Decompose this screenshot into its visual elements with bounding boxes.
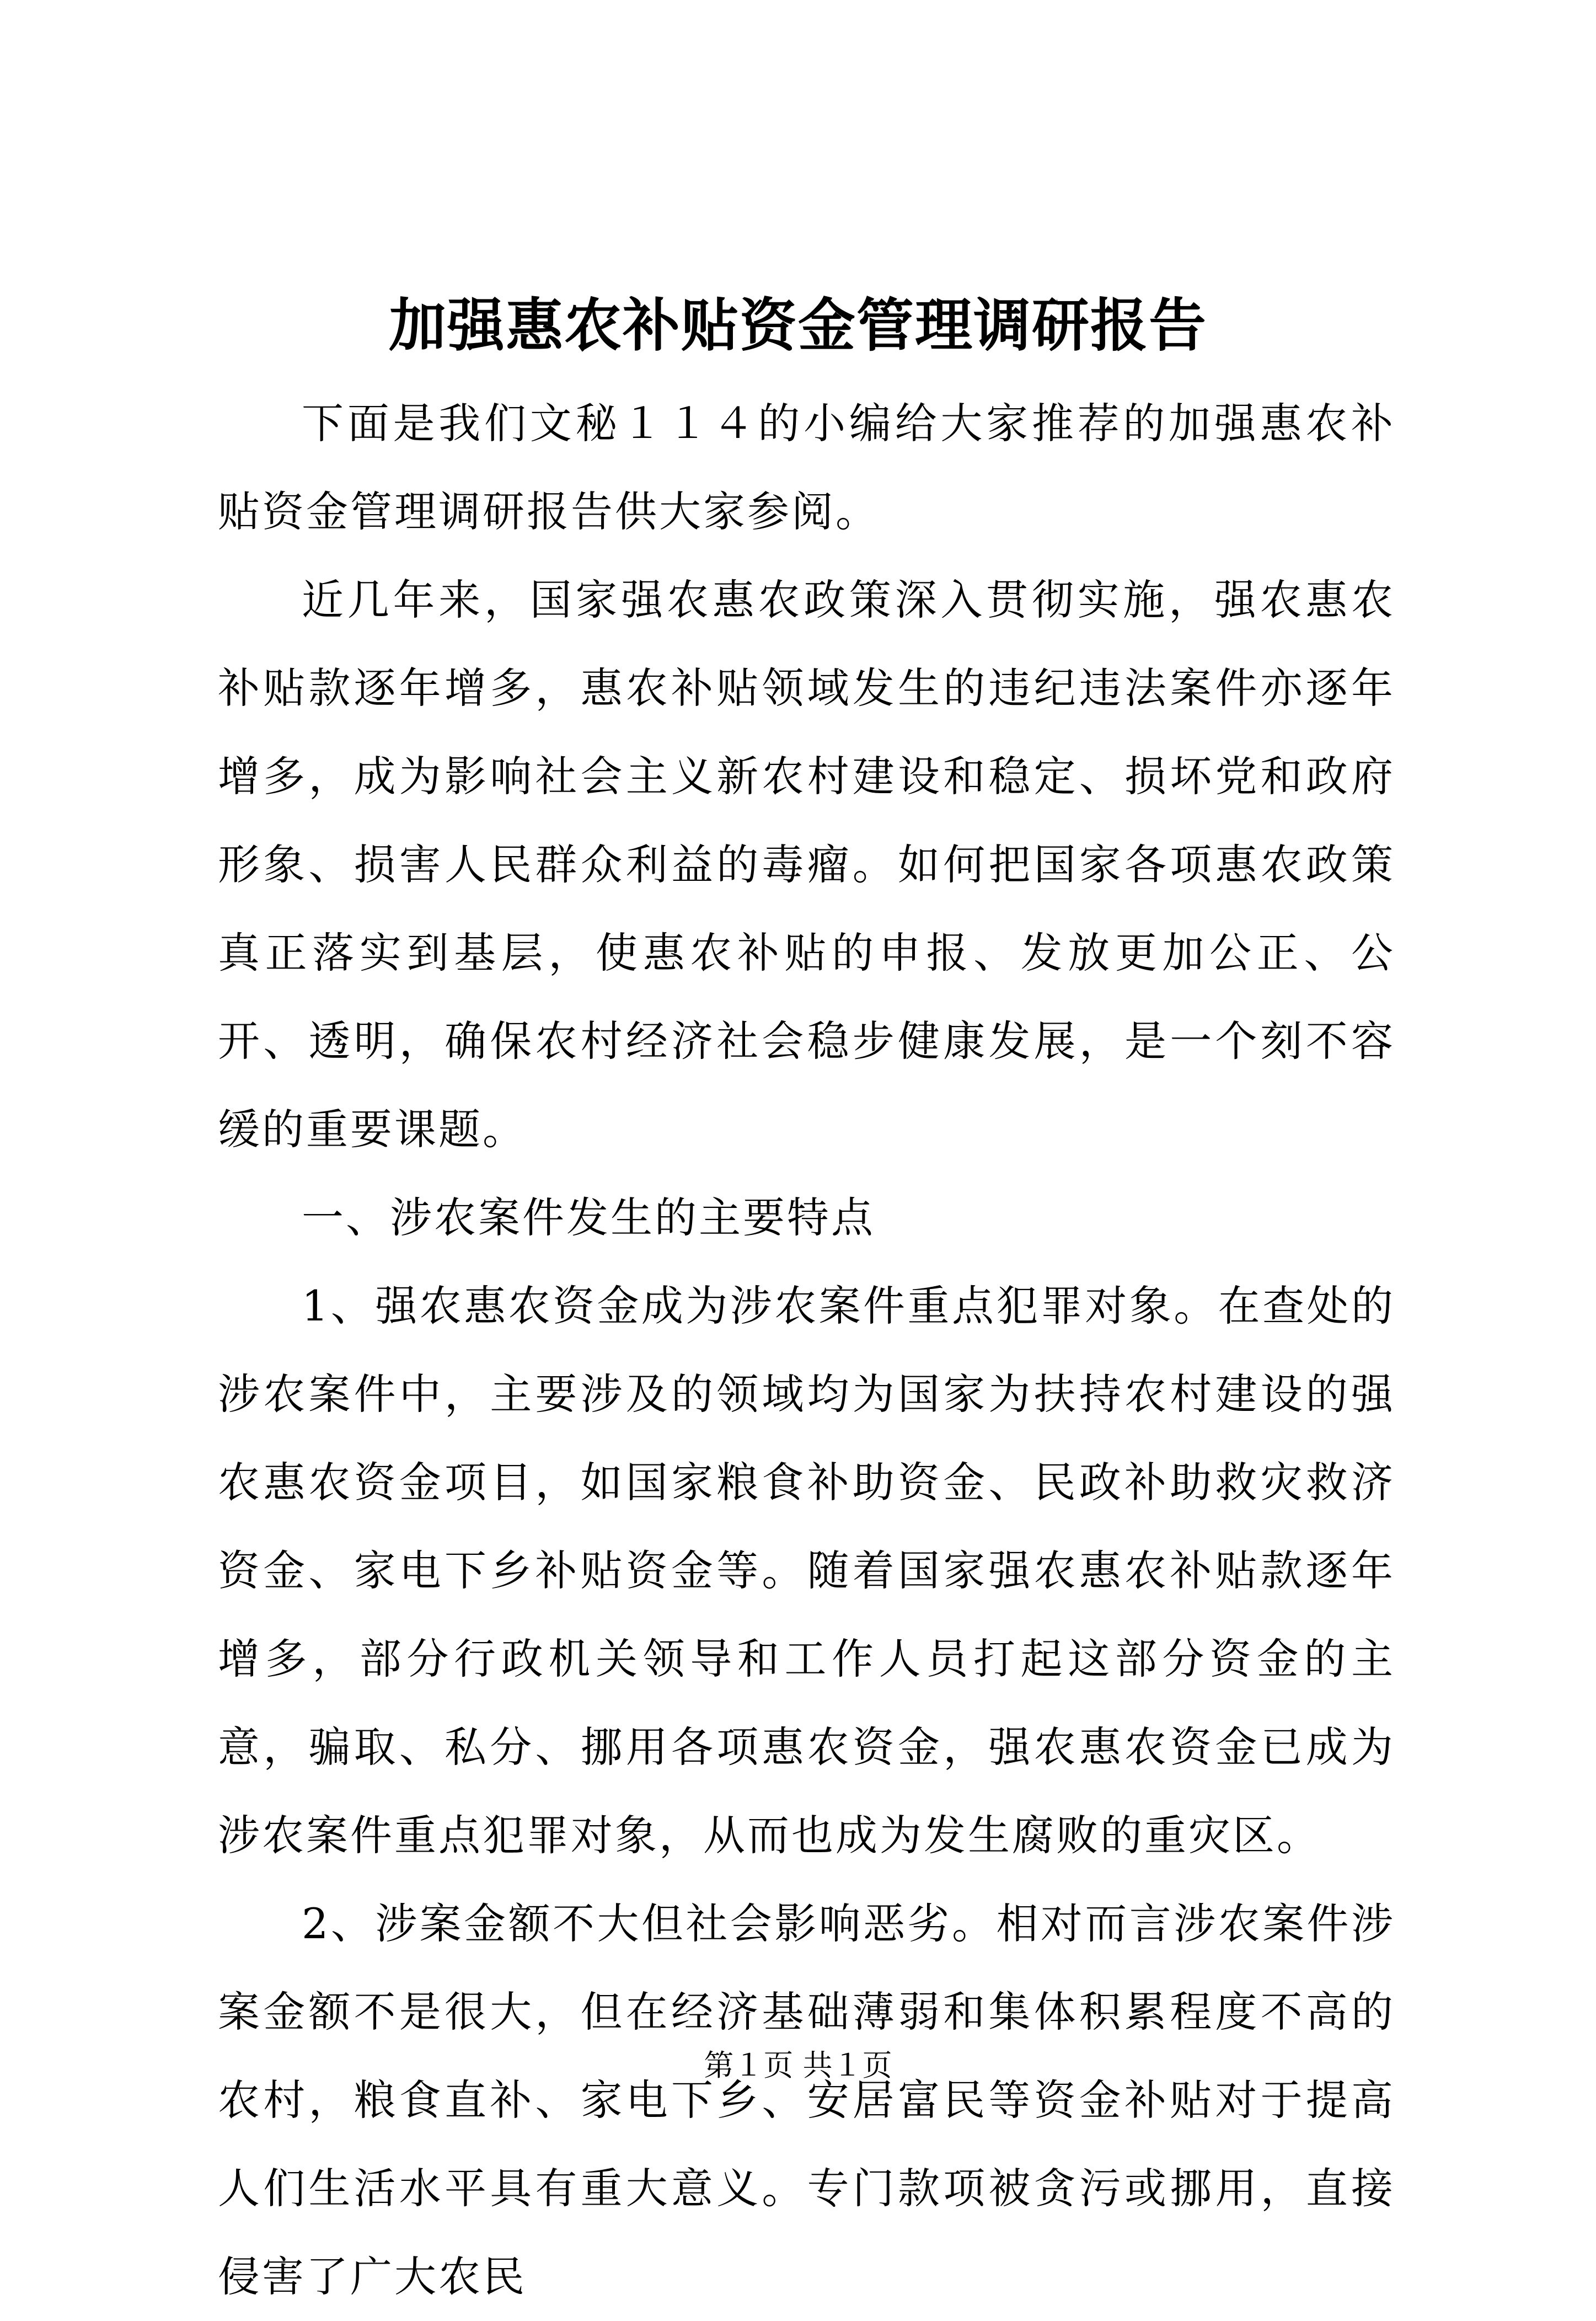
paragraph-point-2: 2、涉案金额不大但社会影响恶劣。相对而言涉农案件涉案金额不是很大，但在经济基础薄弱和集体积累程度不高的农村，粮食直补、家电下乡、安居富民等资金补贴对于提高人们生活水平具有重大意义。专门款项被贪污或挪用，直接侵害了广大农民 [218,1899,1395,2301]
paragraph-intro: 下面是我们文秘１１４的小编给大家推荐的加强惠农补贴资金管理调研报告供大家参阅。 [218,399,1395,536]
document-title: 加强惠农补贴资金管理调研报告 [388,291,1207,359]
paragraph-background: 近几年来，国家强农惠农政策深入贯彻实施，强农惠农补贴款逐年增多，惠农补贴领域发生的违纪违法案件亦逐年增多，成为影响社会主义新农村建设和稳定、损坏党和政府形象、损害人民群众利益的毒瘤。如何把国家各项惠农政策真正落实到基层，使惠农补贴的申报、发放更加公正、公开、透明，确保农村经济社会稳步健康发展，是一个刻不容缓的重要课题。 [218,575,1395,1154]
section-heading-1: 一、涉农案件发生的主要特点 [302,1193,875,1242]
page-number: 第１页 共１页 [704,2048,892,2083]
paragraph-point-1: 1、强农惠农资金成为涉农案件重点犯罪对象。在查处的涉农案件中，主要涉及的领域均为国家为扶持农村建设的强农惠农资金项目，如国家粮食补助资金、民政补助救灾救济资金、家电下乡补贴资金等。随着国家强农惠农补贴款逐年增多，部分行政机关领导和工作人员打起这部分资金的主意，骗取、私分、挪用各项惠农资金，强农惠农资金已成为涉农案件重点犯罪对象，从而也成为发生腐败的重灾区。 [218,1281,1395,1860]
document-body [218,379,1395,2321]
